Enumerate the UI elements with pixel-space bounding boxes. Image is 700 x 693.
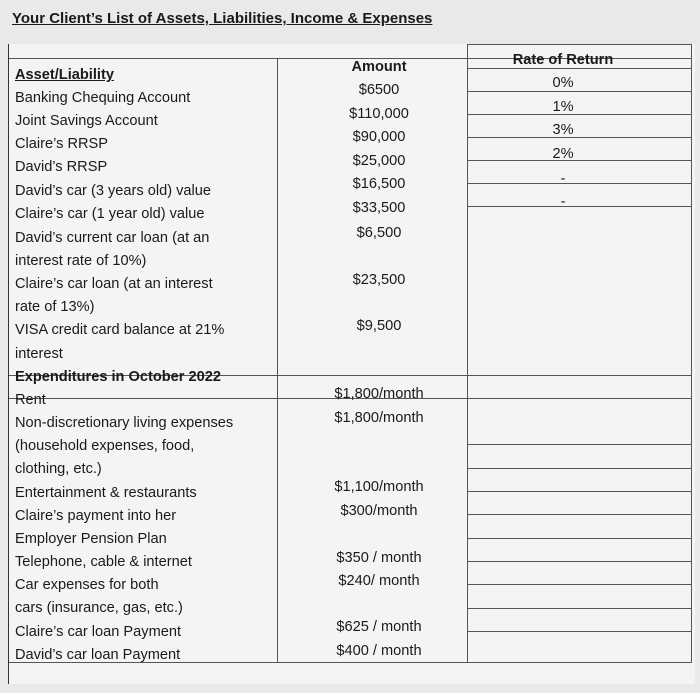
header-asset-liability: Asset/Liability xyxy=(15,67,114,83)
liability-amount: $23,500 xyxy=(352,272,406,288)
liability-label: VISA credit card balance at 21% xyxy=(15,322,225,338)
expense-label-claire-loan: Claire’s car loan Payment xyxy=(15,624,182,640)
asset-amount: $90,000 xyxy=(352,129,406,145)
liability-label-cont: interest rate of 10%) xyxy=(15,253,147,269)
liability-label: Claire’s car loan (at an interest xyxy=(15,276,213,292)
expense-amount-claire-loan: $625 / month xyxy=(336,619,422,635)
expense-label-rent: Rent xyxy=(15,392,46,408)
expense-label-david-loan: David’s car loan Payment xyxy=(15,647,181,663)
column-divider xyxy=(277,58,278,662)
row-divider xyxy=(467,608,692,609)
row-divider xyxy=(467,561,692,562)
asset-amount: $6500 xyxy=(358,82,400,98)
asset-amount: $16,500 xyxy=(352,176,406,192)
expense-amount-rent: $1,800/month xyxy=(334,386,424,402)
expense-amount-telephone: $350 / month xyxy=(336,550,422,566)
asset-rate: 1% xyxy=(552,99,574,115)
expense-amount-entertainment: $1,100/month xyxy=(334,479,424,495)
expense-label-pension: Claire’s payment into her xyxy=(15,508,177,524)
asset-rate: - xyxy=(560,194,566,210)
row-divider xyxy=(467,491,692,492)
expenditures-heading: Expenditures in October 2022 xyxy=(15,369,222,385)
expense-label-living-cont: clothing, etc.) xyxy=(15,461,102,477)
row-divider xyxy=(467,631,692,632)
expense-label-entertainment: Entertainment & restaurants xyxy=(15,485,197,501)
row-divider xyxy=(467,514,692,515)
row-divider xyxy=(467,584,692,585)
expense-label-living: Non-discretionary living expenses xyxy=(15,415,234,431)
asset-label: Banking Chequing Account xyxy=(15,90,191,106)
asset-rate: 0% xyxy=(552,75,574,91)
liability-label-cont: rate of 13%) xyxy=(15,299,95,315)
header-amount: Amount xyxy=(351,59,407,75)
expense-amount-david-loan: $400 / month xyxy=(336,643,422,659)
expense-label-living-cont: (household expenses, food, xyxy=(15,438,195,454)
liability-amount: $9,500 xyxy=(356,318,402,334)
assets-table xyxy=(8,44,695,684)
expense-amount-car-expenses: $240/ month xyxy=(338,573,420,589)
liability-amount: $6,500 xyxy=(356,225,402,241)
expense-label-car-expenses-cont: cars (insurance, gas, etc.) xyxy=(15,600,183,616)
expense-amount-living: $1,800/month xyxy=(334,410,424,426)
row-divider xyxy=(467,444,692,445)
asset-label: Joint Savings Account xyxy=(15,113,158,129)
header-rate-of-return: Rate of Return xyxy=(512,52,614,68)
expense-label-telephone: Telephone, cable & internet xyxy=(15,554,192,570)
page-title: Your Client’s List of Assets, Liabilities, Income & Expenses xyxy=(12,10,433,27)
liability-label: David’s current car loan (at an xyxy=(15,230,210,246)
asset-amount: $33,500 xyxy=(352,200,406,216)
asset-amount: $110,000 xyxy=(349,106,409,122)
liability-label-cont: interest xyxy=(15,346,63,362)
expense-amount-pension: $300/month xyxy=(340,503,418,519)
asset-label: David’s car (3 years old) value xyxy=(15,183,212,199)
row-divider xyxy=(467,468,692,469)
asset-label: Claire’s car (1 year old) value xyxy=(15,206,205,222)
asset-label: David’s RRSP xyxy=(15,159,108,175)
asset-rate: 2% xyxy=(552,146,574,162)
asset-rate: 3% xyxy=(552,122,574,138)
expense-label-car-expenses: Car expenses for both xyxy=(15,577,159,593)
asset-rate: - xyxy=(560,171,566,187)
row-divider xyxy=(467,44,692,45)
asset-amount: $25,000 xyxy=(352,153,406,169)
row-divider xyxy=(467,538,692,539)
expense-label-pension-cont: Employer Pension Plan xyxy=(15,531,167,547)
asset-label: Claire’s RRSP xyxy=(15,136,108,152)
